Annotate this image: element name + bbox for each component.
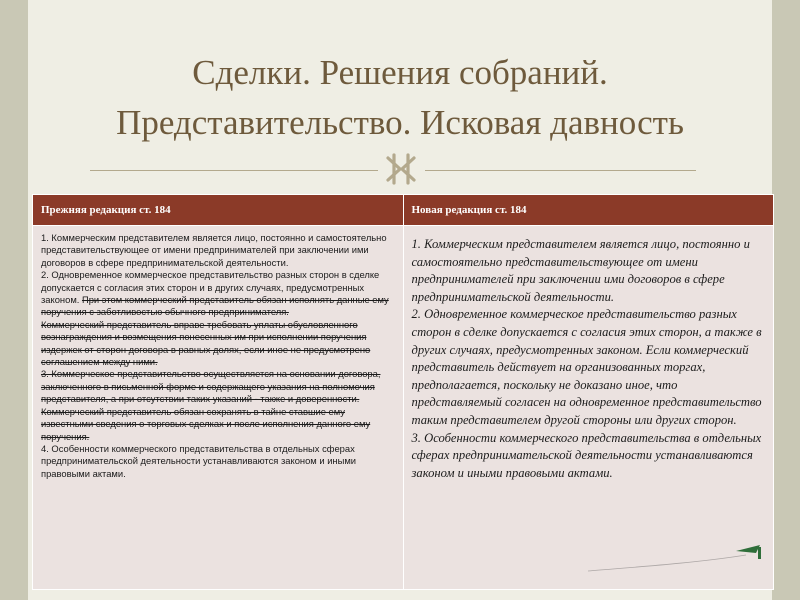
old-paragraph-4-struck: 3. Коммерческое представительство осуществляется на основании договора, заключенного в письменной форме и содержащего указания на полномочия представителя, а при отсутствии таких указаний - также и доверенности.: [41, 368, 381, 405]
slide-title-line-1: Сделки. Решения собраний.: [192, 53, 608, 92]
table-row: [33, 226, 774, 590]
left-side-bar: [0, 0, 28, 600]
new-paragraph-2: 2. Одновременное коммерческое представительство разных сторон в сделке допускается с согласия этих сторон, а также в других случаях, предусмотренных законом. Если коммерческий представитель действует на организованных торгах, предполагается, поскольку не доказано иное, что представляемый согласен на одновременное представительство таким представителем другой стороны или других сторон.: [411, 307, 762, 427]
new-edition-cell: [403, 226, 774, 590]
divider-right: [425, 170, 696, 171]
decorative-ornament-icon: [383, 152, 419, 186]
slide-title-line-2: Представительство. Исковая давность: [116, 103, 684, 142]
old-paragraph-1: 1. Коммерческим представителем является лицо, постоянно и самостоятельно представительствующее от имени предпринимателей при заключении ими договоров в сфере предпринимательской деятельности.: [41, 232, 387, 268]
old-paragraph-2: [41, 269, 395, 319]
old-paragraph-6: 4. Особенности коммерческого представительства в отдельных сферах предпринимательской деятельности устанавливаются законом и иными правовыми актами.: [41, 442, 357, 479]
comparison-table: [32, 194, 774, 590]
pen-cursor-icon: [586, 541, 766, 577]
header-new-edition: Новая редакция ст. 184: [403, 195, 774, 226]
old-paragraph-2-text: 2. Одновременное коммерческое представительство разных сторон в сделке допускается с согласия этих сторон и в других случаях, предусмотренных законом.: [41, 269, 380, 306]
divider-left: [90, 170, 378, 171]
old-paragraph-3-struck: Коммерческий представитель вправе требовать уплаты обусловленного вознаграждения и возмещения понесенных им при исполнении поручения издержек от сторон договора в равных долях, если иное не предусмотрено соглашением между ними.: [41, 318, 371, 368]
table-header-row: [33, 195, 774, 226]
new-paragraph-3: 3. Особенности коммерческого представительства в отдельных сферах предпринимательской деятельности устанавливаются законом и иными правовыми актами.: [411, 430, 762, 480]
old-edition-cell: [33, 226, 404, 590]
header-old-edition: Прежняя редакция ст. 184: [33, 195, 404, 226]
old-paragraph-2-struck: При этом коммерческий представитель обязан исполнять данные ему поручения с заботливостью обычного предпринимателя.: [41, 294, 389, 318]
new-paragraph-1: 1. Коммерческим представителем является лицо, постоянно и самостоятельно представительствующее от имени предпринимателей при заключении ими договоров в сфере предпринимательской деятельности.: [411, 237, 750, 304]
slide-title: [40, 48, 760, 148]
right-side-bar: [772, 0, 800, 600]
old-paragraph-5-struck: Коммерческий представитель обязан сохранять в тайне ставшие ему известными сведения о торговых сделках и после исполнения данного ему поручения.: [41, 405, 371, 442]
